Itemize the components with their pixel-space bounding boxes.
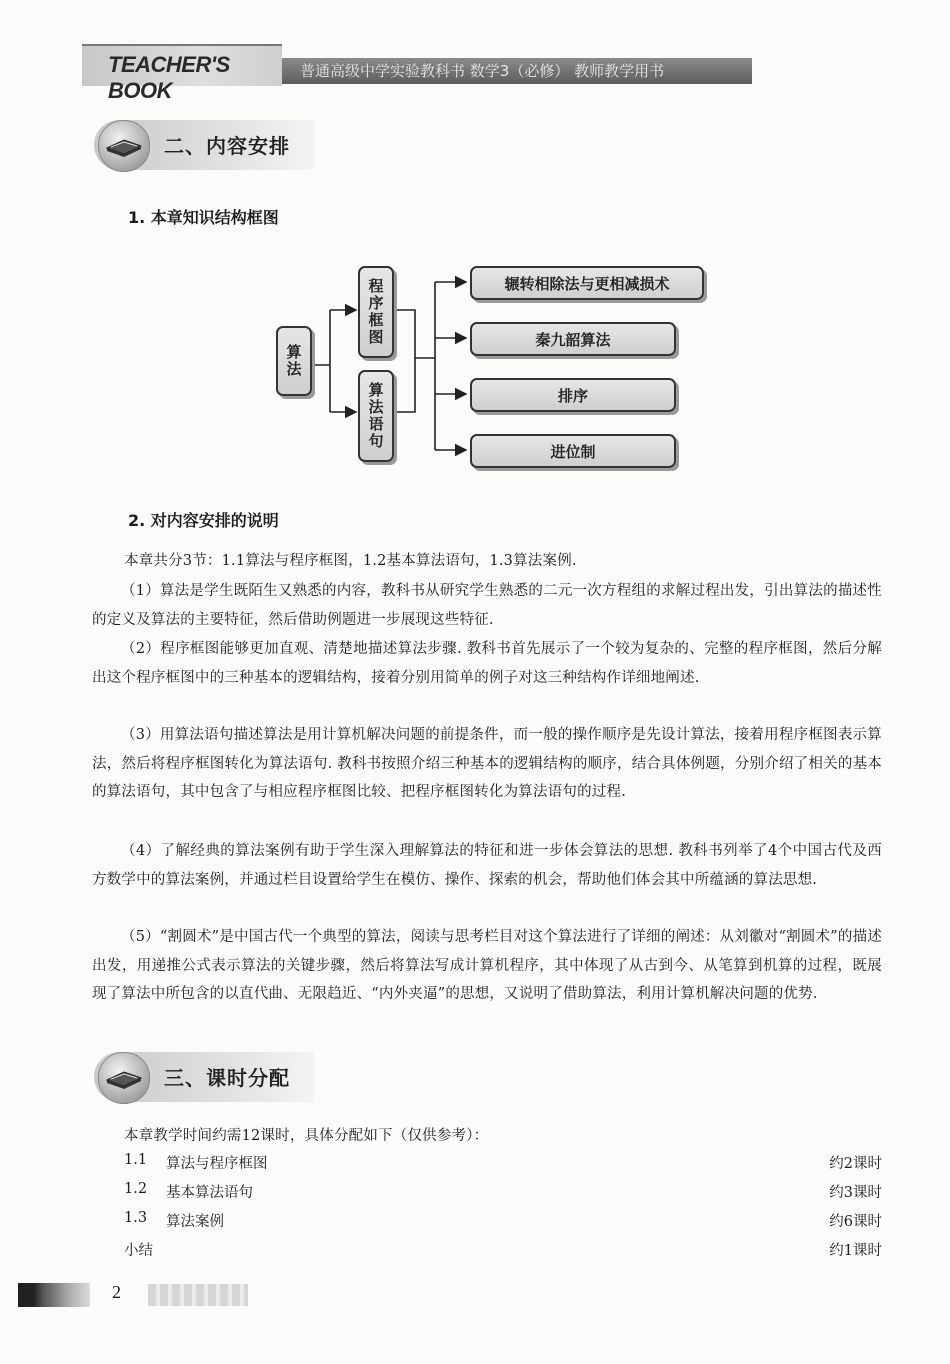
diagram-leaf-euclid: 辗转相除法与更相减损术 — [470, 266, 704, 300]
paragraph-4: （4）了解经典的算法案例有助于学生深入理解算法的特征和进一步体会算法的思想. 教科书列举了4个中国古代及西方数学中的算法案例，并通过栏目设置给学生在模仿、操作、探索的机会，帮助他们体会其中所蕴涵的算法思想. — [92, 843, 882, 888]
diagram-node-statements: 算法语句 — [358, 370, 394, 462]
allocation-number: 1.3 — [124, 1210, 148, 1226]
section-heading-2 — [94, 120, 314, 170]
paragraph-3: （3）用算法语句描述算法是用计算机解决问题的前提条件，而一般的操作顺序是先设计算法，接着用程序框图表示算法，然后将程序框图转化为算法语句. 教科书按照介绍三种基本的逻辑结构的顺序，结合具体例题，分别介绍了相关的基本的算法语句，其中包含了与相应程序框图比较、把程序框图转化为算法语句的过程. — [92, 727, 882, 800]
footer-decoration — [148, 1284, 248, 1306]
book-label-banner — [82, 44, 282, 103]
allocation-row — [124, 1239, 882, 1267]
allocation-name: 基本算法语句 — [166, 1185, 253, 1201]
diagram-node-flowchart: 程序框图 — [358, 266, 394, 358]
diagram-root-algorithm: 算法 — [276, 326, 312, 396]
allocation-hours: 约3课时 — [829, 1185, 882, 1201]
paragraph-1: （1）算法是学生既陌生又熟悉的内容，教科书从研究学生熟悉的二元一次方程组的求解过程出发，引出算法的描述性的定义及算法的主要特征，然后借助例题进一步展现这些特征. — [92, 583, 882, 628]
allocation-row — [124, 1152, 882, 1180]
book-icon — [98, 120, 150, 172]
allocation-row — [124, 1210, 882, 1238]
paragraph-2: （2）程序框图能够更加直观、清楚地描述算法步骤. 教科书首先展示了一个较为复杂的、完整的程序框图，然后分解出这个程序框图中的三种基本的逻辑结构，接着分别用简单的例子对这三种结构作详细地阐述. — [92, 641, 882, 686]
section-title: 二、内容安排 — [164, 134, 290, 158]
allocation-number: 1.1 — [124, 1152, 148, 1168]
allocation-name: 算法案例 — [166, 1214, 224, 1230]
section-title: 三、课时分配 — [164, 1066, 290, 1090]
footer-bar — [18, 1283, 90, 1307]
allocation-hours: 约1课时 — [829, 1243, 882, 1259]
paragraph-intro: 本章共分3节：1.1算法与程序框图，1.2基本算法语句，1.3算法案例. — [124, 553, 577, 569]
book-title-banner — [282, 58, 752, 84]
subheading-structure: 1. 本章知识结构框图 — [128, 208, 279, 227]
allocation-row — [124, 1181, 882, 1209]
structure-diagram — [270, 260, 710, 475]
book-icon — [98, 1052, 150, 1104]
book-label: TEACHER'S BOOK — [108, 52, 230, 103]
allocation-name: 算法与程序框图 — [166, 1156, 268, 1172]
page-number: 2 — [112, 1282, 121, 1302]
allocation-name: 小结 — [124, 1243, 153, 1259]
paragraph-5: （5）“割圆术”是中国古代一个典型的算法，阅读与思考栏目对这个算法进行了详细的阐述：从刘徽对“割圆术”的描述出发，用递推公式表示算法的关键步骤，然后将算法写成计算机程序，其中体现了从古到今、从笔算到机算的过程，既展现了算法中所包含的以直代曲、无限趋近、“内外夹逼”的思想，又说明了借助算法，利用计算机解决问题的优势. — [92, 929, 882, 1002]
allocation-intro: 本章教学时间约需12课时，具体分配如下（仅供参考）： — [124, 1128, 489, 1144]
diagram-leaf-numeral-system: 进位制 — [470, 434, 676, 468]
allocation-hours: 约6课时 — [829, 1214, 882, 1230]
allocation-number: 1.2 — [124, 1181, 148, 1197]
allocation-hours: 约2课时 — [829, 1156, 882, 1172]
subheading-explanation: 2. 对内容安排的说明 — [128, 511, 279, 530]
section-heading-3 — [94, 1052, 314, 1102]
diagram-leaf-qin-jiushao: 秦九韶算法 — [470, 322, 676, 356]
book-title: 普通高级中学实验教科书 数学3（必修） 教师教学用书 — [300, 62, 665, 80]
diagram-leaf-sorting: 排序 — [470, 378, 676, 412]
